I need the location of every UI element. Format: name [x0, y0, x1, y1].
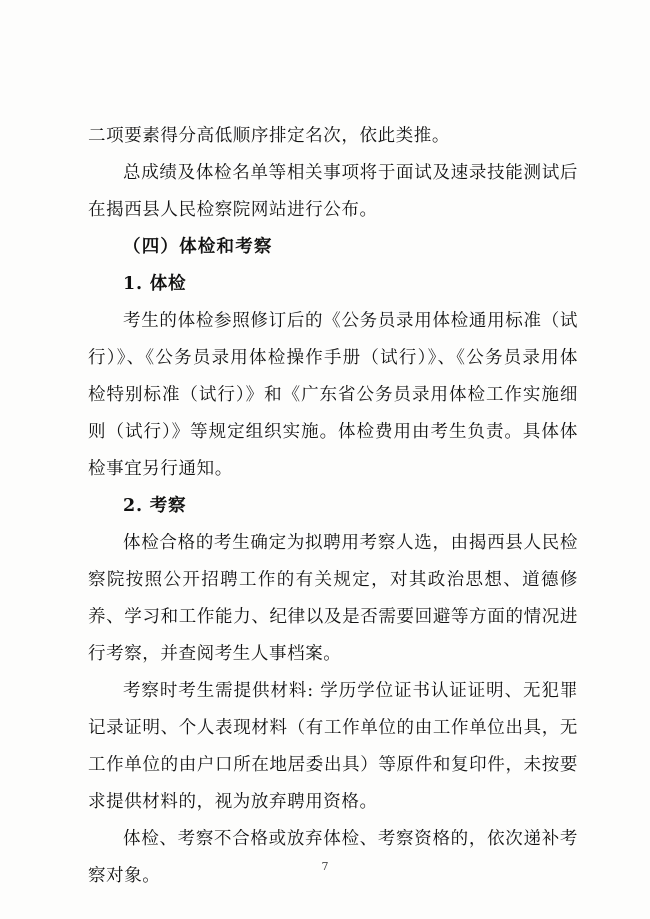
document-body [88, 118, 578, 895]
paragraph-disqualification-replacement: 体检、考察不合格或放弃体检、考察资格的，依次递补考察对象。 [88, 829, 578, 886]
paragraph-physical-exam-standards: 考生的体检参照修订后的《公务员录用体检通用标准（试行）》、《公务员录用体检操作手册（试行）》、《公务员录用体检特别标准（试行）》和《广东省公务员录用体检工作实施细则（试行）》等规定组织实施。体检费用由考生负责。具体体检事宜另行通知。 [88, 311, 578, 479]
section-heading-physical-exam-and-investigation: （四）体检和考察 [123, 237, 273, 257]
subsection-heading-physical-exam: 1. 体检 [123, 274, 187, 294]
paragraph-required-materials: 考察时考生需提供材料: 学历学位证书认证证明、无犯罪记录证明、个人表现材料（有工作单位的由工作单位出具，无工作单位的由户口所在地居委出具）等原件和复印件，未按要求提供材料的，视为放弃聘用资格。 [88, 681, 578, 812]
page-number: 7 [321, 860, 329, 873]
subsection-heading-investigation: 2. 考察 [123, 496, 187, 516]
paragraph-investigation-scope: 体检合格的考生确定为拟聘用考察人选，由揭西县人民检察院按照公开招聘工作的有关规定，对其政治思想、道德修养、学习和工作能力、纪律以及是否需要回避等方面的情况进行考察，并查阅考生人事档案。 [88, 533, 578, 664]
paragraph-continuation: 二项要素得分高低顺序排定名次，依此类推。 [88, 126, 450, 146]
paragraph-results-announcement: 总成绩及体检名单等相关事项将于面试及速录技能测试后在揭西县人民检察院网站进行公布。 [88, 163, 578, 220]
